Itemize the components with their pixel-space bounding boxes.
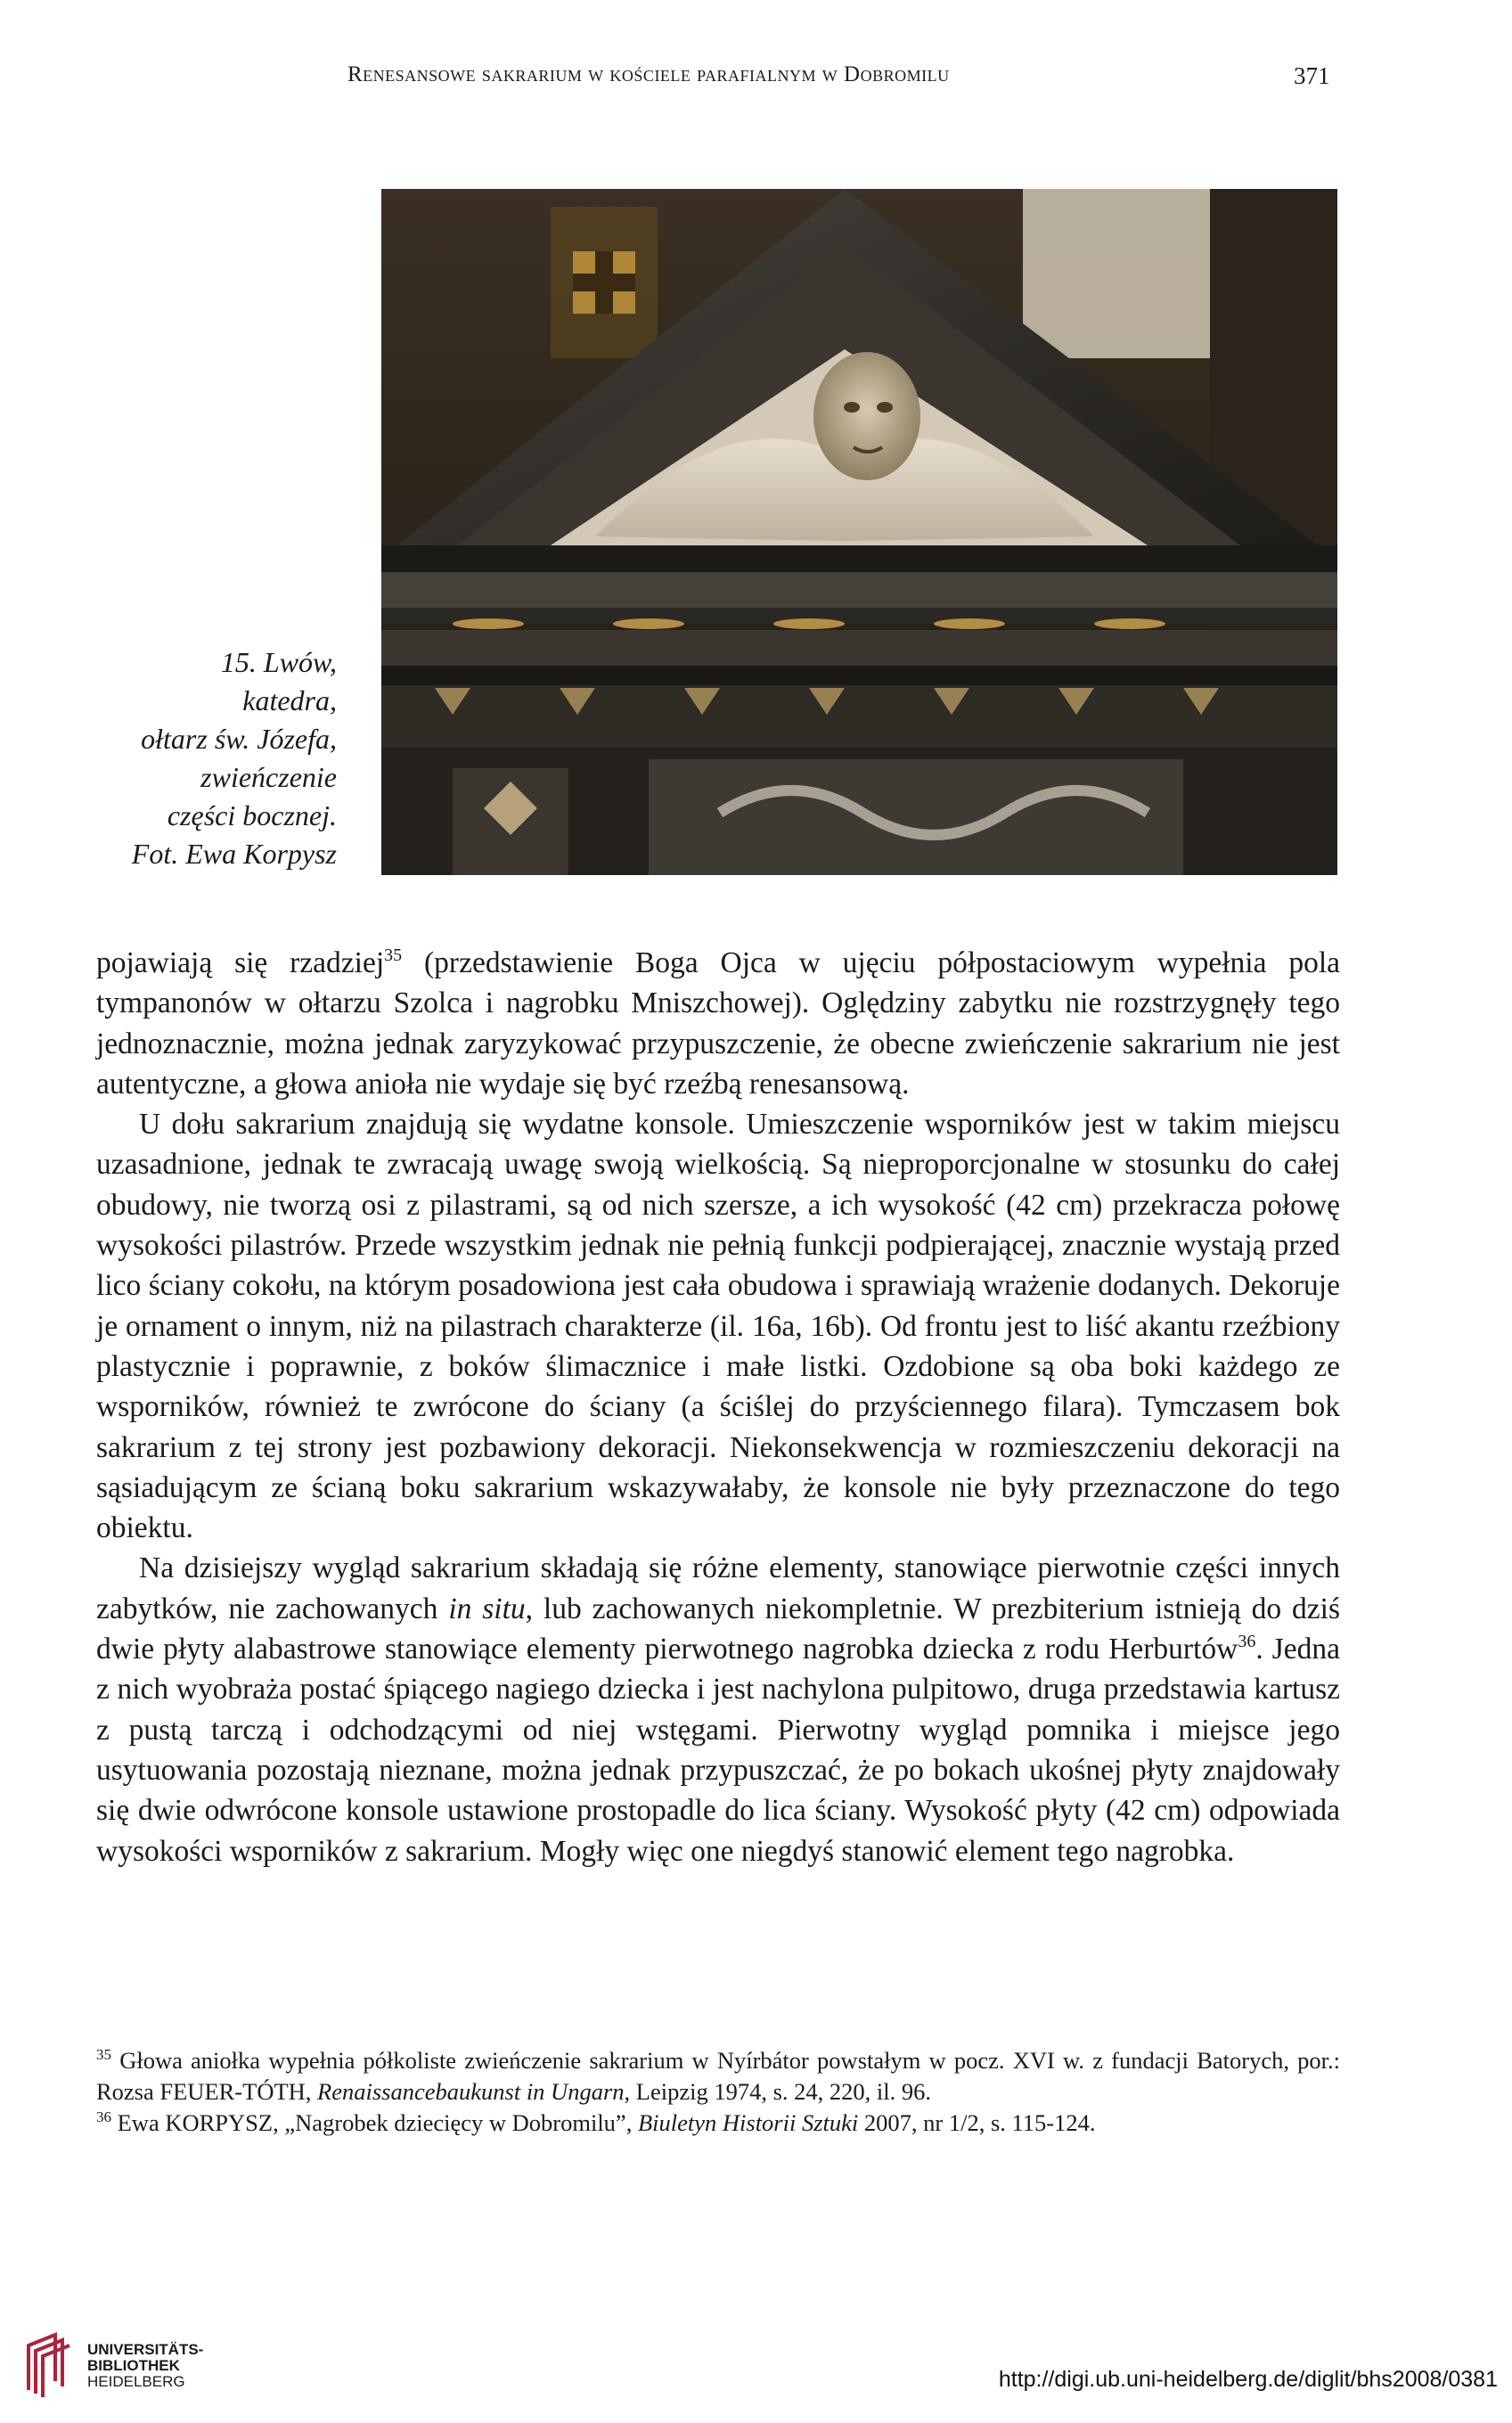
paragraph: U dołu sakrarium znajdują się wydatne konsole. Umieszczenie wsporników jest w takim miejscu uzasadnione, jednak te zwracają uwagę swoją wielkością. Są nieproporcjonalne w stosunku do całej obudowy, nie tworzą osi z pilastrami, są od nich szersze, a ich wysokość (42 cm) przekracza połowę wysokości pilastrów. Przede wszystkim jednak nie pełnią funkcji podpierającej, znacznie wystają przed lico ściany cokołu, na którym posadowiona jest cała obudowa i sprawiają wrażenie dodanych. Dekoruje je ornament o innym, niż na pilastrach charakterze (il. 16a, 16b). Od frontu jest to liść akantu rzeźbiony plastycznie i poprawnie, z boków ślimacznice i małe listki. Ozdobione są oba boki każdego ze wsporników, również te zwrócone do ściany (a ściślej do przyściennego filara). Tymczasem bok sakrarium z tej strony jest pozbawiony dekoracji. Niekonsekwencja w rozmieszczeniu dekoracji na sąsiadującym ze ścianą boku sakrarium wskazywałaby, że konsole nie były przeznaczone do tego obiektu. <box>96 1108 1340 1545</box>
altar-photo-illustration <box>381 189 1337 875</box>
running-title: Renesansowe sakrarium w kościele parafialnym w Dobromilu <box>347 62 950 86</box>
footnote-number: 35 <box>96 2046 111 2063</box>
footnote-35 <box>96 2045 1340 2108</box>
paragraph <box>96 943 1340 1104</box>
text-run-italic: Biuletyn Historii Sztuki <box>637 2109 859 2136</box>
figure-photo <box>381 189 1337 875</box>
caption-line: zwieńczenie <box>200 761 337 793</box>
library-name <box>87 2342 203 2390</box>
body-text <box>96 943 1340 1871</box>
text-run: Ewa KORPYSZ, „Nagrobek dziecięcy w Dobromilu”, <box>111 2109 638 2136</box>
figure-caption <box>98 643 337 873</box>
text-run-italic: in situ <box>448 1592 526 1625</box>
text-run: (przedstawienie Boga Ojca w ujęciu półpostaciowym wypełnia pola tympanonów w ołtarzu Szolca i nagrobku Mniszchowej). Oględziny zabytku nie rozstrzygnęły tego jednoznacznie, można jednak zaryzykować przypuszczenie, że obecne zwieńczenie sakrarium nie jest autentyczne, a głowa anioła nie wydaje się być rzeźbą renesansową. <box>96 946 1340 1101</box>
text-run: . Jedna z nich wyobraża postać śpiącego nagiego dziecka i jest nachylona pulpitowo, druga przedstawia kartusz z pustą tarczą i odchodzącymi od niej wstęgami. Pierwotny wygląd pomnika i miejsce jego usytuowania pozostają nieznane, można jednak przypuszczać, że po bokach ukośnej płyty znajdowały się dwie odwrócone konsole ustawione prostopadle do lica ściany. Wysokość płyty (42 cm) odpowiada wysokości wsporników z sakrarium. Mogły więc one niegdyś stanowić element tego nagrobka. <box>96 1633 1340 1868</box>
footnote-ref-35[interactable]: 35 <box>384 945 403 965</box>
caption-line: ołtarz św. Józefa, <box>141 723 337 755</box>
page-number: 371 <box>1294 62 1330 89</box>
text-run-italic: Renaissancebaukunst in Ungarn <box>317 2078 625 2105</box>
caption-line: części bocznej. <box>167 799 337 831</box>
footnote-36 <box>96 2108 1340 2139</box>
library-logo-icon <box>20 2328 73 2399</box>
footnotes <box>96 2045 1340 2139</box>
text-run: Głowa aniołka wypełnia półkoliste zwieńczenie sakrarium w Nyírbátor powstałym w pocz. XVI w. z fundacji Batorych, por.: Rozsa FEUER-TÓTH, <box>96 2047 1340 2105</box>
library-name-line: HEIDELBERG <box>87 2373 185 2390</box>
text-run: Na dzisiejszy wygląd sakrarium składają się różne elementy, stanowiące pierwotnie części innych zabytków, nie zachowanych <box>96 1551 1340 1625</box>
library-name-line: UNIVERSITÄTS- <box>87 2341 204 2358</box>
caption-line: 15. Lwów, <box>220 646 337 678</box>
source-url-link[interactable]: http://digi.ub.uni-heidelberg.de/diglit/bhs2008/0381 <box>998 2367 1498 2392</box>
paragraph <box>96 1548 1340 1870</box>
text-run: , lub zachowanych niekompletnie. W prezbiterium istnieją do dziś dwie płyty alabastrowe stanowiące elementy pierwotnego nagrobka dziecka z rodu Herburtów <box>96 1592 1340 1666</box>
footnote-number: 36 <box>96 2108 111 2125</box>
caption-line: Fot. Ewa Korpysz <box>131 838 337 870</box>
library-name-line: BIBLIOTHEK <box>87 2357 180 2374</box>
caption-line: katedra, <box>242 684 337 716</box>
text-run: 2007, nr 1/2, s. 115-124. <box>858 2109 1096 2136</box>
text-run: , Leipzig 1974, s. 24, 220, il. 96. <box>624 2078 931 2105</box>
footnote-ref-36[interactable]: 36 <box>1238 1632 1256 1652</box>
text-run: pojawiają się rzadziej <box>96 946 385 979</box>
